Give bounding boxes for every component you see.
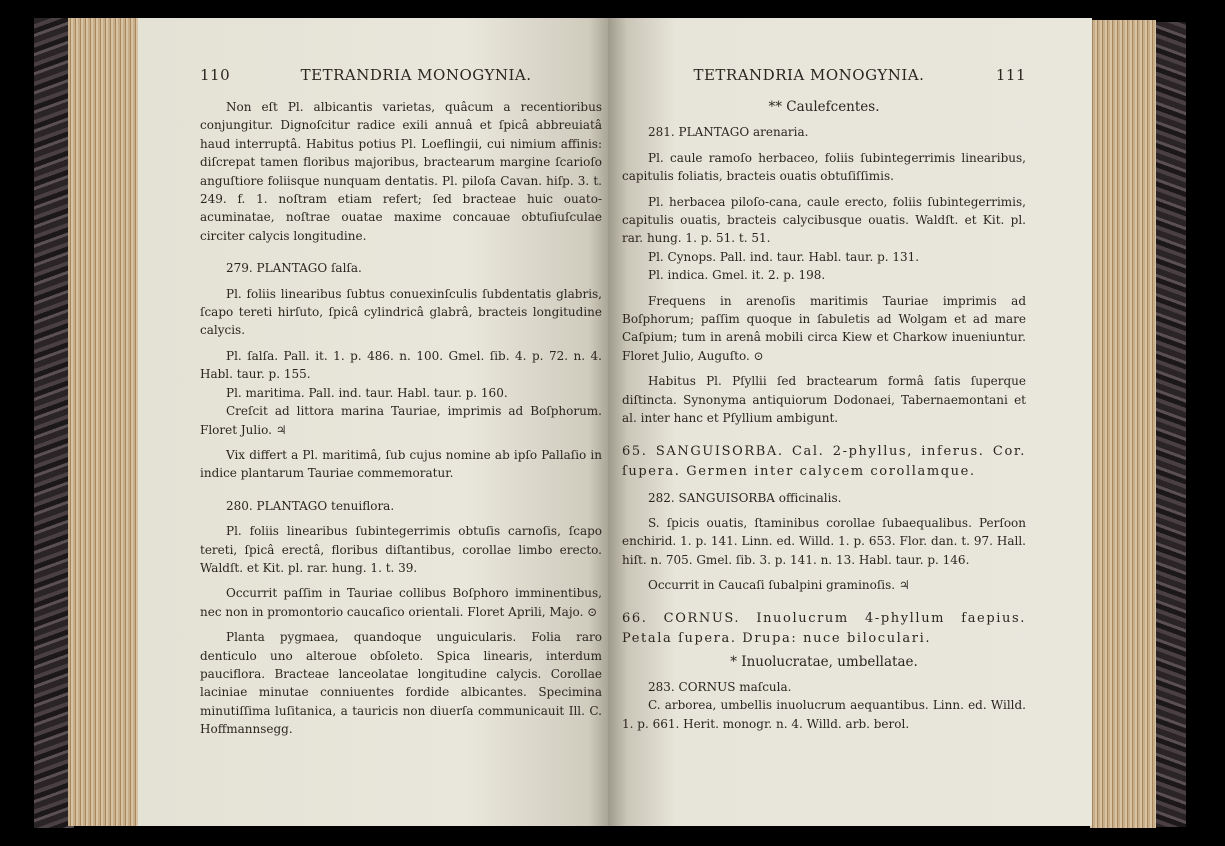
paragraph: Habitus Pl. Pſyllii ſed bractearum formâ ſatis ſuperque diſtincta. Synonyma antiquiorum Dodonaei, Tabernaemontani et al. inter hanc et Pſyllium ambigunt. [622,374,1026,426]
genus-heading: 66. CORNUS. Inuolucrum 4-phyllum faepius. Petala ſupera. Drupa: nuce biloculari. [622,610,1026,646]
paragraph: Planta pygmaea, quandoque unguicularis. Folia raro denticulo uno alteroue obſoleto. Spica linearis, interdum pauciflora. Bracteae lanceolatae longitudine calycis. Corollae laciniae minutae conniuentes fordide albicantes. Specimina minutiſſima luſitanica, a tauricis non diuerſa communicauit Ill. C. Hoffmannsegg. [200,630,602,737]
left-running-head [200,66,602,84]
species-heading: 279. PLANTAGO ſalſa. [226,261,362,276]
page-edges-left [68,18,140,826]
paragraph: Occurrit in Caucaſi ſubalpini graminoſis. ♃ [648,578,910,593]
left-page [138,18,608,826]
right-page [608,18,1092,826]
paragraph: Pl. caule ramoſo herbaceo, foliis ſubintegerrimis linearibus, capitulis foliatis, bracteis ouatis obtuſiſſimis. [622,150,1026,184]
synonym-line: Pl. ſalſa. Pall. it. 1. p. 486. n. 100. Gmel. ſib. 4. p. 72. n. 4. Habl. taur. p. 155. [200,348,602,382]
synonym-line: Pl. maritima. Pall. ind. taur. Habl. taur. p. 160. [226,385,508,400]
page-edges-right [1090,20,1156,828]
paragraph: Non eſt Pl. albicantis varietas, quâcum a recentioribus conjungitur. Dignoſcitur radice exili annuâ et ſpicâ abbreuiatâ haud interruptâ. Habitus potius Pl. Loeflingii, cui nimium affinis: diſcrepat tamen floribus majoribus, bractearum margine ſcarioſo anguſtiore foliisque nunquam dentatis. Pl. piloſa Cavan. hiſp. 3. t. 249. f. 1. noſtram etiam refert; ſed bracteae huic ouato-acuminatae, noſtrae ouatae maxime concauae obtuſiuſculae circiter calycis longitudine. [200,100,602,243]
paragraph: Pl. herbacea piloſo-cana, caule erecto, foliis ſubintegerrimis, capitulis ouatis, bracteis calycibusque ouatis. Waldſt. et Kit. pl. rar. hung. 1. p. 51. t. 51. [622,194,1026,246]
paragraph: Creſcit ad littora marina Tauriae, imprimis ad Boſphorum. Floret Julio. ♃ [200,404,602,437]
paragraph: Pl. foliis linearibus ſubintegerrimis obtuſis carnoſis, ſcapo tereti, ſpicâ erectâ, floribus diſtantibus, corollae limbo erecto. Waldſt. et Kit. pl. rar. hung. 1. t. 39. [200,524,602,575]
genus-heading: 65. SANGUISORBA. Cal. 2-phyllus, inferus. Cor. ſupera. Germen inter calycem corollamque. [622,443,1026,479]
paragraph: S. ſpicis ouatis, ſtaminibus corollae ſubaequalibus. Perſoon enchirid. 1. p. 141. Linn. ed. Willd. 1. p. 653. Flor. dan. t. 97. Hall. hiſt. n. 705. Gmel. ſib. 3. p. 141. n. 13. Habl. taur. p. 146. [622,515,1026,567]
right-page-number: 111 [995,66,1026,84]
paragraph: C. arborea, umbellis inuolucrum aequantibus. Linn. ed. Willd. 1. p. 661. Herit. monogr. n. 4. Willd. arb. berol. [622,698,1026,731]
right-running-head [622,66,1026,84]
section-heading: * Inuolucratae, umbellatae. [730,653,918,670]
species-heading: 282. SANGUISORBA officinalis. [648,490,842,505]
right-page-title: TETRANDRIA MONOGYNIA. [693,66,925,84]
left-page-number: 110 [200,66,231,84]
synonym-line: Pl. indica. Gmel. it. 2. p. 198. [648,268,826,283]
left-page-title: TETRANDRIA MONOGYNIA. [300,66,532,84]
synonym-line: Pl. Cynops. Pall. ind. taur. Habl. taur. p. 131. [648,249,920,264]
paragraph: Frequens in arenoſis maritimis Tauriae imprimis ad Boſphorum; paſſim quoque in ſabuletis ad Wolgam et ad mare Caſpium; tum in arenâ mobili circa Kiew et Charkow inueniuntur. Floret Julio, Auguſto. ⊙ [622,293,1026,363]
species-heading: 281. PLANTAGO arenaria. [648,125,809,140]
paragraph: Vix differt a Pl. maritimâ, ſub cujus nomine ab ipſo Pallaſio in indice plantarum Tauriae commemoratur. [200,447,602,481]
species-heading: 280. PLANTAGO tenuiflora. [226,498,395,513]
paragraph: Pl. foliis linearibus ſubtus conuexinſculis ſubdentatis glabris, ſcapo tereti hirſuto, ſpicâ cylindricâ glabrâ, bracteis longitudine calycis. [200,286,602,338]
species-heading: 283. CORNUS maſcula. [648,679,792,694]
section-heading: ** Caulefcentes. [768,99,880,115]
paragraph: Occurrit paſſim in Tauriae collibus Boſphoro imminentibus, nec non in promontorio caucaſico orientali. Floret Aprili, Majo. ⊙ [200,586,602,619]
